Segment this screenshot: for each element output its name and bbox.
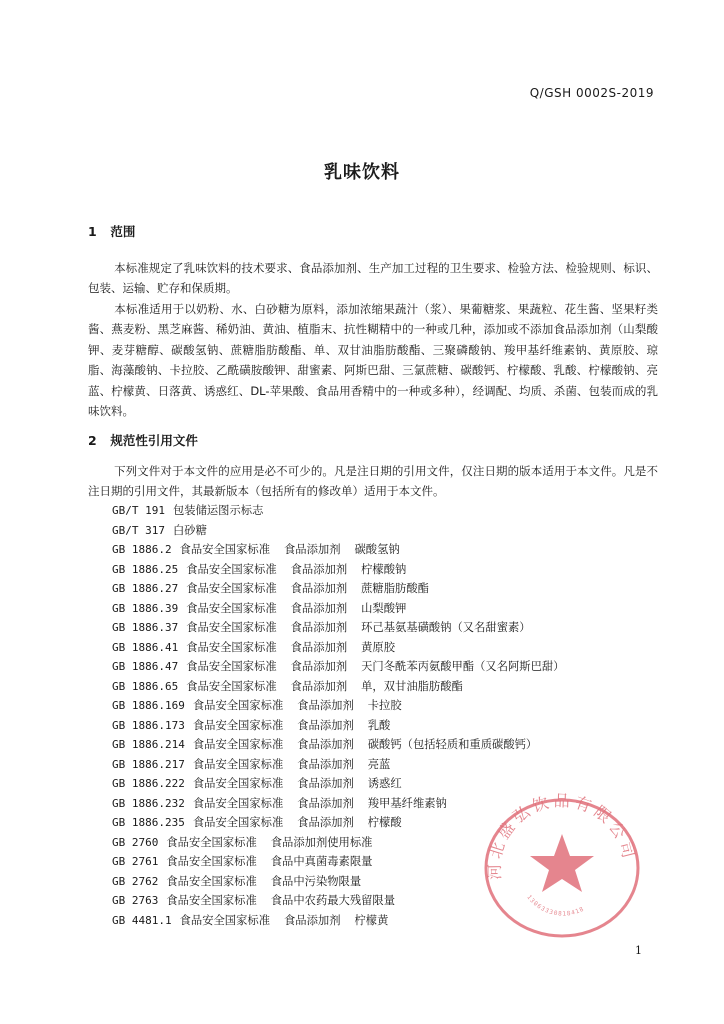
reference-item	[112, 716, 578, 736]
section-title: 规范性引用文件	[110, 433, 198, 448]
seal-number: 13063330818418	[525, 893, 586, 918]
reference-code: GB 1886.39	[112, 601, 179, 615]
reference-title-part: 亮蓝	[367, 757, 391, 771]
reference-title-part: 食品安全国家标准	[186, 640, 277, 654]
reference-title-part: 食品添加剂	[297, 738, 354, 751]
reference-code: GB 1886.222	[112, 777, 185, 790]
reference-title-part: 食品安全国家标准	[166, 855, 257, 868]
references-intro	[88, 461, 658, 502]
reference-title-part: 食品添加剂	[297, 796, 354, 810]
reference-title-part: 乳酸	[367, 718, 391, 732]
reference-code: GB 4481.1	[112, 913, 172, 927]
reference-item	[112, 657, 578, 677]
reference-code: GB 1886.65	[112, 679, 179, 693]
reference-title-part: 食品添加剂	[284, 913, 341, 927]
reference-code: GB 1886.232	[112, 796, 185, 810]
reference-title-part: 食品安全国家标准	[192, 796, 284, 810]
reference-title-part: 食品中农药最大残留限量	[270, 894, 396, 907]
reference-title-part: 食品安全国家标准	[186, 601, 277, 615]
reference-title-part: 柠檬酸	[367, 816, 402, 829]
reference-title-part: 包装储运图示标志	[172, 504, 264, 517]
reference-title-part: 柠檬黄	[354, 913, 389, 927]
paragraph-text: 下列文件对于本文件的应用是必不可少的。凡是注日期的引用文件，仅注日期的版本适用于本文件。凡是不注日期的引用文件，其最新版本（包括所有的修改单）适用于本文件。	[88, 464, 658, 499]
reference-title-part: 食品安全国家标准	[192, 777, 284, 790]
reference-code: GB 1886.47	[112, 660, 179, 673]
reference-title-part: 食品安全国家标准	[166, 835, 257, 849]
reference-title-part: 食品安全国家标准	[179, 543, 270, 556]
reference-title-part: 碳酸钙（包括轻质和重质碳酸钙）	[367, 738, 538, 751]
reference-item	[112, 638, 578, 658]
reference-item	[112, 618, 578, 638]
reference-title-part: 食品安全国家标准	[186, 562, 277, 576]
reference-title-part: 食品安全国家标准	[186, 582, 277, 595]
reference-title-part: 食品添加剂	[290, 660, 348, 673]
reference-code: GB 1886.37	[112, 621, 179, 634]
reference-code: GB 1886.41	[112, 640, 179, 654]
reference-title-part: 单，双甘油脂肪酸酯	[361, 679, 463, 693]
reference-title-part: 食品安全国家标准	[186, 621, 277, 634]
section-2-heading	[88, 431, 198, 449]
reference-title-part: 蔗糖脂肪酸酯	[361, 582, 429, 595]
reference-code: GB 2760	[112, 835, 159, 849]
seal-text: 河北盛弘饮品有限公司	[484, 791, 640, 880]
section-number: 1	[88, 224, 97, 239]
reference-title-part: 碳酸氢钠	[354, 543, 400, 556]
reference-title-part: 食品添加剂	[297, 816, 354, 829]
reference-title-part: 食品添加剂	[297, 718, 354, 732]
reference-code: GB 1886.27	[112, 582, 179, 595]
section-1-heading	[88, 222, 135, 240]
reference-title-part: 黄原胶	[361, 640, 396, 654]
reference-title-part: 食品安全国家标准	[192, 718, 284, 732]
paragraph-text: 本标准规定了乳味饮料的技术要求、食品添加剂、生产加工过程的卫生要求、检验方法、检验规则、标识、包装、运输、贮存和保质期。	[88, 261, 658, 296]
reference-title-part: 白砂糖	[172, 523, 207, 537]
reference-title-part: 食品安全国家标准	[192, 699, 284, 712]
page-number: 1	[635, 944, 642, 957]
reference-code: GB 1886.214	[112, 738, 185, 751]
reference-title-part: 食品添加剂	[290, 640, 348, 654]
reference-title-part: 食品安全国家标准	[166, 894, 257, 907]
section-number: 2	[88, 433, 97, 448]
paragraph-text: 本标准适用于以奶粉、水、白砂糖为原料，添加浓缩果蔬汁（浆）、果葡糖浆、果蔬粒、花生酱、坚果籽类酱、燕麦粉、黑芝麻酱、稀奶油、黄油、植脂末、抗性糊精中的一种或几种，添加或不添加食品添加剂（山梨酸钾、麦芽糖醇、碳酸氢钠、蔗糖脂肪酸酯、单、双甘油脂肪酸酯、三聚磷酸钠、羧甲基纤维素钠、黄原胶、琼脂、海藻酸钠、卡拉胶、乙酰磺胺酸钾、甜蜜素、阿斯巴甜、三氯蔗糖、碳酸钙、柠檬酸、乳酸、柠檬酸钠、亮蓝、柠檬黄、日落黄、诱惑红、DL-苹果酸、食品用香精中的一种或多种），经调配、均质、杀菌、包装而成的乳味饮料。	[88, 302, 658, 419]
reference-title-part: 食品安全国家标准	[192, 816, 284, 829]
reference-code: GB 1886.235	[112, 816, 185, 829]
scope-paragraph-2	[88, 299, 658, 421]
reference-item	[112, 696, 578, 716]
reference-title-part: 食品添加剂使用标准	[270, 835, 373, 849]
reference-code: GB 1886.173	[112, 718, 185, 732]
reference-item	[112, 677, 578, 697]
reference-title-part: 食品添加剂	[290, 582, 348, 595]
reference-title-part: 食品中真菌毒素限量	[270, 855, 373, 868]
reference-item	[112, 560, 578, 580]
reference-title-part: 食品添加剂	[290, 621, 348, 634]
reference-code: GB 2763	[112, 894, 159, 907]
reference-title-part: 食品添加剂	[290, 562, 348, 576]
reference-title-part: 食品安全国家标准	[186, 679, 277, 693]
reference-title-part: 食品安全国家标准	[192, 757, 284, 771]
reference-title-part: 食品中污染物限量	[270, 874, 362, 888]
reference-title-part: 山梨酸钾	[361, 601, 407, 615]
reference-title-part: 食品添加剂	[284, 543, 341, 556]
reference-title-part: 天门冬酰苯丙氨酸甲酯（又名阿斯巴甜）	[361, 660, 565, 673]
company-seal	[478, 788, 646, 938]
reference-item	[112, 540, 578, 560]
reference-title-part: 食品安全国家标准	[179, 913, 270, 927]
reference-code: GB 2761	[112, 855, 159, 868]
section-title: 范围	[110, 224, 136, 239]
reference-title-part: 食品安全国家标准	[166, 874, 257, 888]
reference-code: GB 1886.2	[112, 543, 172, 556]
reference-title-part: 食品安全国家标准	[186, 660, 277, 673]
reference-code: GB 1886.169	[112, 699, 185, 712]
reference-item	[112, 735, 578, 755]
reference-title-part: 食品添加剂	[297, 699, 354, 712]
seal-star-icon	[530, 834, 594, 892]
reference-title-part: 食品安全国家标准	[192, 738, 284, 751]
reference-title-part: 食品添加剂	[297, 757, 354, 771]
scope-paragraph-1	[88, 258, 658, 299]
reference-title-part: 诱惑红	[367, 777, 402, 790]
reference-item	[112, 755, 578, 775]
reference-title-part: 柠檬酸钠	[361, 562, 407, 576]
reference-item	[112, 501, 578, 521]
reference-code: GB/T 317	[112, 523, 165, 537]
document-title: 乳味饮料	[324, 162, 400, 183]
reference-item	[112, 599, 578, 619]
reference-code: GB 2762	[112, 874, 159, 888]
reference-title-part: 食品添加剂	[297, 777, 354, 790]
reference-code: GB 1886.25	[112, 562, 179, 576]
svg-text:13063330818418	[525, 894, 585, 918]
reference-item	[112, 521, 578, 541]
reference-title-part: 环己基氨基磺酸钠（又名甜蜜素）	[361, 621, 531, 634]
reference-code: GB 1886.217	[112, 757, 185, 771]
reference-code: GB/T 191	[112, 504, 165, 517]
reference-title-part: 食品添加剂	[290, 679, 348, 693]
standard-code: Q/GSH 0002S-2019	[529, 86, 654, 100]
reference-title-part: 羧甲基纤维素钠	[367, 796, 447, 810]
reference-title-part: 卡拉胶	[367, 699, 402, 712]
reference-item	[112, 579, 578, 599]
reference-title-part: 食品添加剂	[290, 601, 348, 615]
